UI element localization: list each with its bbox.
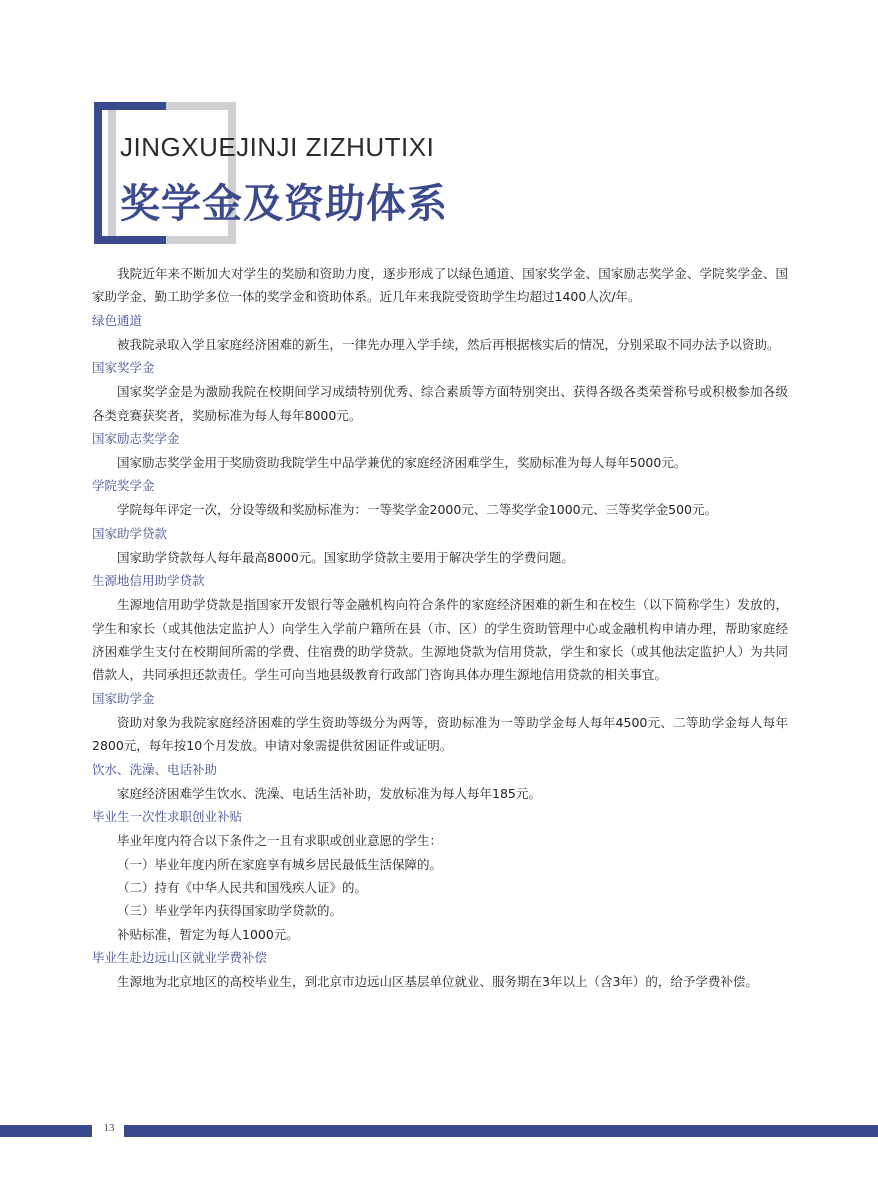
section-heading-job-subsidy: 毕业生一次性求职创业补贴 bbox=[92, 809, 243, 825]
section-paragraph: 资助对象为我院家庭经济困难的学生资助等级分为两等，资助标准为一等助学金每人每年4500元、二等助学金每人每年2800元，每年按10个月发放。申请对象需提供贫困证件或证明。 bbox=[92, 714, 788, 754]
intro-paragraph: 我院近年来不断加大对学生的奖励和资助力度，逐步形成了以绿色通道、国家奖学金、国家励志奖学金、学院奖学金、国家助学金、勤工助学多位一体的奖学金和资助体系。近几年来我院受资助学生均超过1400人次/年。 bbox=[92, 266, 788, 305]
list-item: （一）毕业年度内所在家庭享有城乡居民最低生活保障的。 bbox=[117, 856, 443, 872]
section-paragraph: 学院每年评定一次，分设等级和奖励标准为：一等奖学金2000元、二等奖学金1000元、三等奖学金500元。 bbox=[117, 502, 717, 518]
section-heading-remote-tuition: 毕业生赴边远山区就业学费补偿 bbox=[92, 950, 268, 966]
section-paragraph: 国家助学贷款每人每年最高8000元。国家助学贷款主要用于解决学生的学费问题。 bbox=[117, 549, 574, 565]
section-heading-national-loan: 国家助学贷款 bbox=[92, 525, 168, 541]
section-paragraph: 国家奖学金是为激励我院在校期间学习成绩特别优秀、综合素质等方面特别突出、获得各级各类荣誉称号或积极参加各级各类竞赛获奖者，奖励标准为每人每年8000元。 bbox=[92, 384, 788, 423]
title-chinese: 奖学金及资助体系 bbox=[120, 181, 448, 227]
section-heading-national-grant: 国家助学金 bbox=[92, 690, 155, 706]
section-heading-college-scholarship: 学院奖学金 bbox=[92, 478, 155, 494]
section-heading-origin-credit-loan: 生源地信用助学贷款 bbox=[92, 573, 205, 589]
article-body bbox=[92, 262, 788, 994]
footer-bar-left bbox=[0, 1125, 92, 1137]
list-item: （二）持有《中华人民共和国残疾人证》的。 bbox=[117, 879, 368, 895]
section-paragraph: 家庭经济困难学生饮水、洗澡、电话生活补助，发放标准为每人每年185元。 bbox=[117, 785, 541, 801]
page-number: 13 bbox=[103, 1122, 115, 1134]
section-heading-national-scholarship: 国家奖学金 bbox=[92, 360, 155, 376]
section-heading-national-encouragement: 国家励志奖学金 bbox=[92, 431, 180, 447]
title-english: JINGXUEJINJI ZIZHUTIXI bbox=[120, 132, 435, 162]
footer-bar-right bbox=[124, 1125, 878, 1137]
section-heading-green-channel: 绿色通道 bbox=[92, 312, 143, 328]
section-paragraph: 被我院录取入学且家庭经济困难的新生，一律先办理入学手续，然后再根据核实后的情况，分别采取不同办法予以资助。 bbox=[117, 336, 780, 352]
section-paragraph: 国家励志奖学金用于奖励资助我院学生中品学兼优的家庭经济困难学生，奖励标准为每人每年5000元。 bbox=[117, 455, 687, 471]
section-paragraph: 生源地信用助学贷款是指国家开发银行等金融机构向符合条件的家庭经济困难的新生和在校生（以下简称学生）发放的，学生和家长（或其他法定监护人）向学生入学前户籍所在县（市、区）的学生资助管理中心或金融机构申请办理，帮助家庭经济困难学生支付在校期间所需的学费、住宿费的助学贷款。生源地贷款为信用贷款，学生和家长（或其他法定监护人）为共同借款人，共同承担还款责任。学生可向当地县级教育行政部门咨询具体办理生源地信用贷款的相关事宜。 bbox=[92, 597, 788, 683]
section-heading-utility-subsidy: 饮水、洗澡、电话补助 bbox=[92, 761, 218, 777]
job-subsidy-list bbox=[92, 829, 788, 946]
list-item: 毕业年度内符合以下条件之一且有求职或创业意愿的学生： bbox=[117, 833, 443, 849]
list-item: 补贴标准，暂定为每人1000元。 bbox=[117, 926, 299, 942]
section-paragraph: 生源地为北京地区的高校毕业生，到北京市边远山区基层单位就业、服务期在3年以上（含3年）的，给予学费补偿。 bbox=[117, 974, 758, 990]
list-item: （三）毕业学年内获得国家助学贷款的。 bbox=[117, 903, 343, 919]
